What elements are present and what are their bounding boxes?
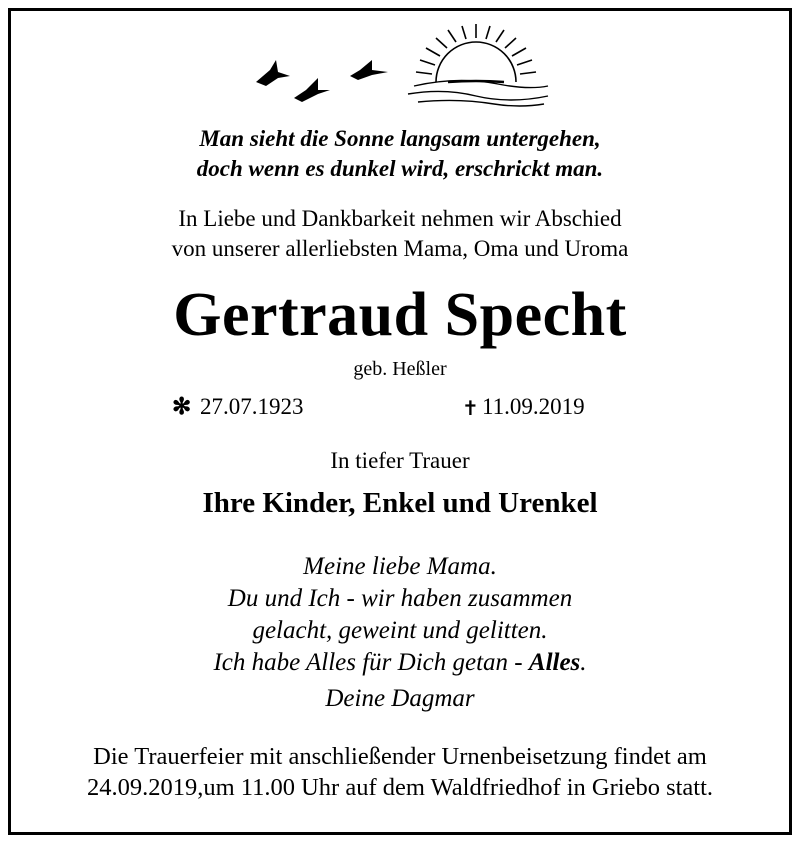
- poem-line-1: Meine liebe Mama.: [303, 553, 497, 580]
- motto-line-2: doch wenn es dunkel wird, erschrickt man.: [196, 156, 604, 181]
- bird-icon: [294, 78, 330, 102]
- poem-line-2: Du und Ich - wir haben zusammen: [227, 585, 573, 612]
- notice-line-2: 24.09.2019,um 11.00 Uhr auf dem Waldfriedhof in Griebo statt.: [86, 774, 714, 801]
- asterisk-birth-icon: ✻: [172, 394, 192, 419]
- poem-line-4-end: .: [580, 649, 587, 676]
- deceased-name: Gertraud Specht: [173, 281, 627, 349]
- mourning-text: In tiefer Trauer: [330, 448, 470, 473]
- poem-signature: Deine Dagmar: [325, 685, 475, 712]
- poem-emphasis: Alles: [528, 649, 581, 676]
- family-signature: Ihre Kinder, Enkel und Urenkel: [202, 487, 598, 519]
- poem-line-4-text: Ich habe Alles für Dich getan -: [213, 649, 529, 676]
- sunset-birds-illustration: [248, 20, 553, 112]
- death-date: 11.09.2019: [482, 394, 585, 419]
- bird-icon: [256, 60, 290, 86]
- bird-icon: [350, 60, 388, 80]
- motto-line-1: Man sieht die Sonne langsam untergehen,: [199, 126, 601, 151]
- poem-line-4: [0, 649, 800, 677]
- hills-icon: [408, 80, 548, 106]
- poem-line-3: gelacht, geweint und gelitten.: [252, 617, 548, 644]
- notice-line-1: Die Trauerfeier mit anschließender Urnenbeisetzung findet am: [93, 743, 707, 770]
- sun-icon: [416, 24, 536, 82]
- intro-line-2: von unserer allerliebsten Mama, Oma und Uroma: [171, 236, 629, 261]
- maiden-name: geb. Heßler: [353, 358, 447, 380]
- intro-line-1: In Liebe und Dankbarkeit nehmen wir Abschied: [178, 206, 622, 231]
- birth-date: 27.07.1923: [200, 394, 304, 419]
- cross-death-icon: ✝: [462, 398, 479, 420]
